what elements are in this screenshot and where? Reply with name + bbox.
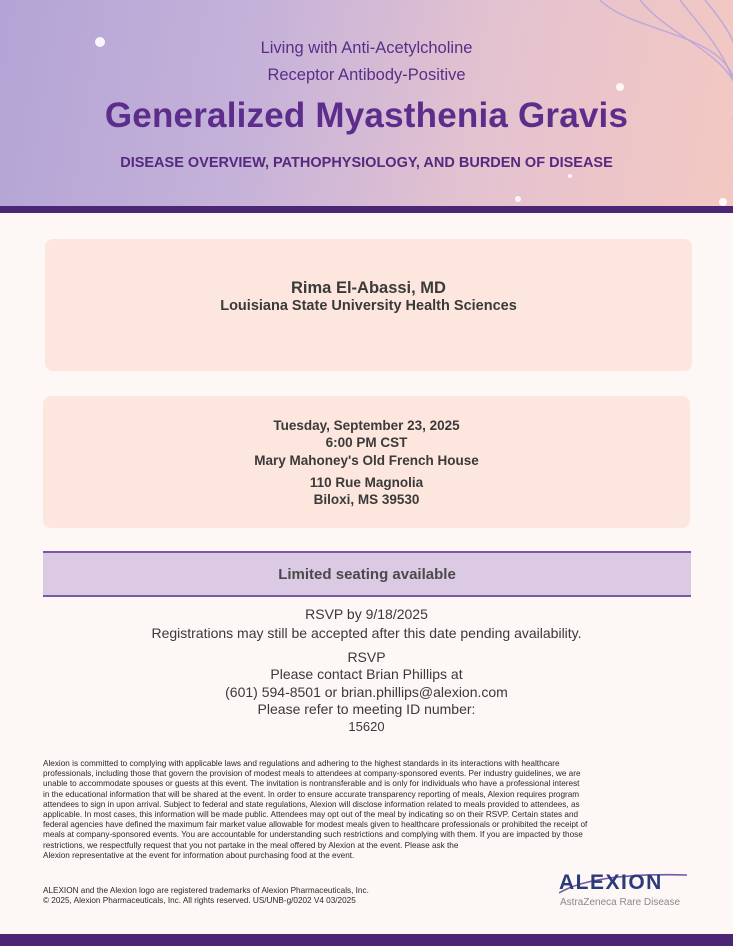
disclaimer-text bbox=[43, 759, 688, 861]
logo-tagline: AstraZeneca Rare Disease bbox=[560, 897, 681, 908]
page-tagline: DISEASE OVERVIEW, PATHOPHYSIOLOGY, AND BURDEN OF DISEASE bbox=[120, 155, 613, 171]
event-address-line-2: Biloxi, MS 39530 bbox=[313, 492, 420, 507]
rsvp-meeting-id: 15620 bbox=[348, 719, 385, 734]
rsvp-deadline: RSVP by 9/18/2025 bbox=[305, 606, 428, 622]
alexion-logo bbox=[559, 871, 689, 911]
header-banner bbox=[0, 0, 733, 206]
disclaimer-line: applicable. In most cases, this information will be made public. Attendees may opt out of the meal by indicating so on their RSVP. Certain states and bbox=[43, 810, 579, 820]
copyright-line: © 2025, Alexion Pharmaceuticals, Inc. All rights reserved. US/UNB-g/0202 V4 03/2025 bbox=[43, 896, 356, 906]
disclaimer-line: federal agencies have defined the maximum fair market value allowable for modest meals given to healthcare professionals or prohibited the receipt of bbox=[43, 820, 588, 830]
disclaimer-line: restrictions, we respectfully request that you not partake in the meal offered by Alexion at the event. Please ask the bbox=[43, 840, 459, 850]
speaker-institution: Louisiana State University Health Sciences bbox=[220, 298, 517, 314]
footer-bar bbox=[0, 934, 733, 946]
speaker-name: Rima El-Abassi, MD bbox=[291, 279, 446, 297]
trademark-text bbox=[43, 886, 543, 906]
disclaimer-line: attendees to sign in upon arrival. Subject to federal and state regulations, Alexion will disclose information related to meals provided to attendees, as bbox=[43, 799, 580, 809]
rsvp-heading: RSVP bbox=[347, 649, 386, 665]
disclaimer-line: Alexion is committed to complying with applicable laws and regulations and adhering to the highest standards in its interactions with healthcare bbox=[43, 759, 560, 768]
trademark-line: ALEXION and the Alexion logo are registered trademarks of Alexion Pharmaceuticals, Inc. bbox=[43, 886, 369, 895]
rsvp-meeting-prompt: Please refer to meeting ID number: bbox=[257, 701, 476, 717]
subtitle-line-2: Receptor Antibody-Positive bbox=[267, 66, 466, 84]
disclaimer-line: meals at company-sponsored events. You are accountable for understanding such restrictions and complying with them. If you are impacted by those bbox=[43, 830, 583, 840]
rsvp-note: Registrations may still be accepted after this date pending availability. bbox=[151, 625, 582, 641]
seating-banner bbox=[43, 551, 691, 597]
disclaimer-line: professionals, including those that govern the provision of modest meals to attendees at company-sponsored events. Per industry guidelines, we are bbox=[43, 769, 581, 779]
event-date: Tuesday, September 23, 2025 bbox=[273, 418, 460, 433]
subtitle-line-1: Living with Anti-Acetylcholine bbox=[260, 39, 473, 57]
speaker-card bbox=[45, 239, 692, 371]
rsvp-phone-email[interactable]: (601) 594-8501 or brian.phillips@alexion.com bbox=[225, 684, 508, 700]
disclaimer-line: in the educational information that will be shared at the event. In order to ensure accurate transparency reporting of meals, Alexion requires program bbox=[43, 789, 580, 799]
logo-wordmark: ALEXION bbox=[559, 871, 663, 894]
event-venue: Mary Mahoney's Old French House bbox=[254, 453, 479, 468]
seating-label: Limited seating available bbox=[278, 566, 456, 583]
header-divider bbox=[0, 206, 733, 213]
page-title: Generalized Myasthenia Gravis bbox=[104, 96, 629, 135]
disclaimer-line: Alexion representative at the event for information about purchasing food at the event. bbox=[43, 850, 355, 860]
event-address-line-1: 110 Rue Magnolia bbox=[309, 475, 424, 490]
disclaimer-line: unable to accommodate spouses or guests at this event. The invitation is nontransferable and is only for individuals who have a professional interest bbox=[43, 779, 580, 789]
event-time: 6:00 PM CST bbox=[325, 435, 408, 450]
rsvp-contact: Please contact Brian Phillips at bbox=[270, 666, 463, 682]
event-details-card bbox=[43, 396, 690, 528]
